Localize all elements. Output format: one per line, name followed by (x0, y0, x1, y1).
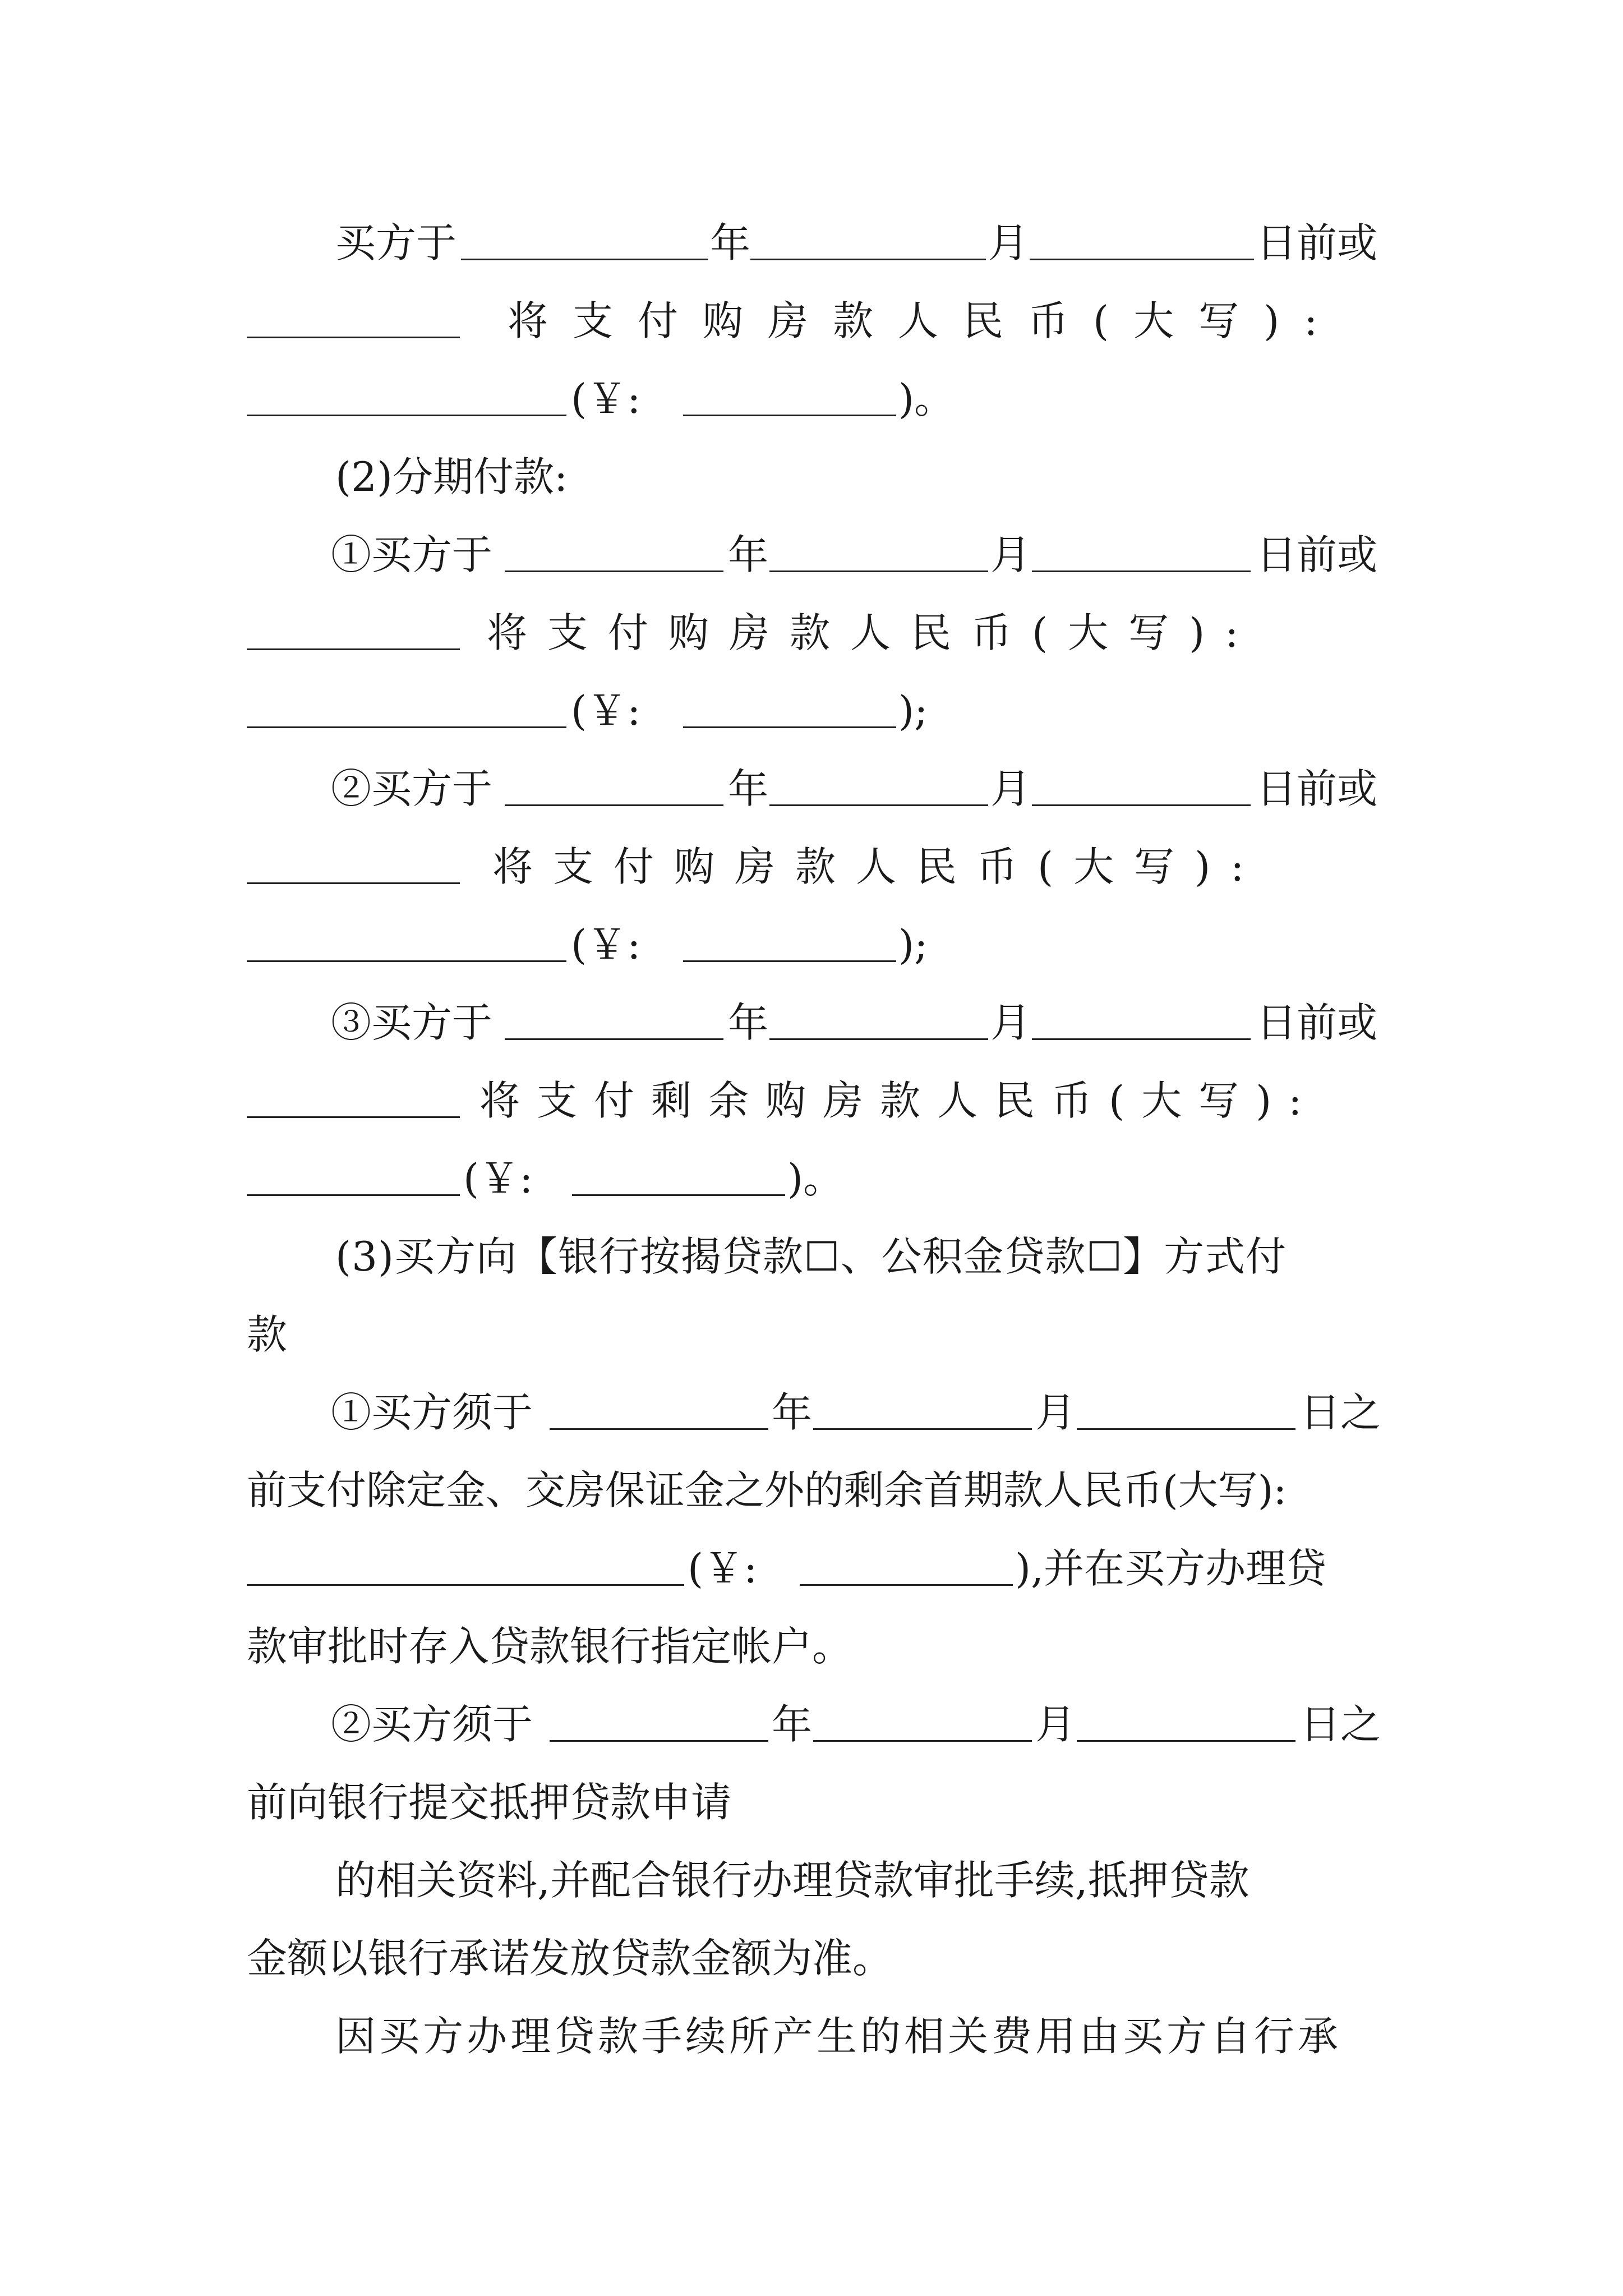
amount-words-blank[interactable] (247, 1584, 684, 1586)
text-down-payment: 前支付除定金、交房保证金之外的剩余首期款人民币(大写): (247, 1467, 1287, 1513)
year-blank[interactable] (505, 570, 723, 572)
text-yuan-open: (￥: (463, 1155, 533, 1202)
year-blank[interactable] (505, 804, 723, 806)
text-day-before: 日前或 (1256, 219, 1378, 266)
amount-figure-blank[interactable] (800, 1584, 1013, 1586)
month-blank[interactable] (813, 1428, 1032, 1430)
year-blank[interactable] (505, 1038, 723, 1040)
text-day-prior: 日之 (1300, 1701, 1381, 1748)
text-month: 月 (990, 765, 1031, 812)
text-year: 年 (728, 999, 769, 1046)
text-close-deposit: ),并在买方办理贷 (1015, 1545, 1326, 1592)
day-blank[interactable] (1032, 570, 1251, 572)
amount-words-blank[interactable] (247, 960, 566, 962)
text-month: 月 (988, 219, 1029, 266)
text-day-before: 日前或 (1256, 765, 1378, 812)
day-blank[interactable] (1032, 1038, 1251, 1040)
text-month: 月 (990, 531, 1031, 578)
text-loan-item-1: ①买方须于 (331, 1389, 533, 1436)
text-materials: 的相关资料,并配合银行办理贷款审批手续,抵押贷款 (335, 1857, 1249, 1904)
month-blank[interactable] (813, 1740, 1032, 1742)
text-pay-remaining: 将支付剩余购房款人民币(大写): (479, 1077, 1319, 1124)
condition-blank[interactable] (247, 648, 460, 650)
amount-words-blank[interactable] (247, 726, 566, 728)
text-year: 年 (710, 219, 751, 266)
text-year: 年 (772, 1389, 813, 1436)
month-blank[interactable] (769, 804, 988, 806)
text-year: 年 (772, 1701, 813, 1748)
amount-words-blank[interactable] (247, 1194, 460, 1196)
condition-blank[interactable] (247, 1116, 460, 1118)
text-deposit-account: 款审批时存入贷款银行指定帐户。 (247, 1623, 853, 1670)
text-pay-amount: 将支付购房款人民币(大写): (492, 843, 1265, 890)
text-item-2: ②买方于 (331, 765, 493, 812)
text-month: 月 (1035, 1701, 1076, 1748)
text-close: )。 (787, 1155, 844, 1202)
text-loan-method: (3)买方向【银行按揭贷款☐、公积金贷款☐】方式付 (335, 1233, 1287, 1280)
amount-figure-blank[interactable] (683, 415, 896, 416)
text-item-3: ③买方于 (331, 999, 493, 1046)
text-loan-amount: 金额以银行承诺发放贷款金额为准。 (247, 1935, 893, 1982)
day-blank[interactable] (1077, 1428, 1295, 1430)
text-close: ); (898, 687, 928, 734)
condition-blank[interactable] (247, 337, 460, 338)
amount-figure-blank[interactable] (683, 726, 896, 728)
text-month: 月 (990, 999, 1031, 1046)
year-blank[interactable] (550, 1428, 768, 1430)
text-yuan-open: (￥: (688, 1545, 758, 1592)
text-day-prior: 日之 (1300, 1389, 1381, 1436)
text-pay-amount: 将支付购房款人民币(大写): (508, 297, 1343, 344)
text-close: )。 (898, 375, 955, 422)
text-month: 月 (1035, 1389, 1076, 1436)
amount-words-blank[interactable] (247, 415, 566, 416)
text-loan-item-2: ②买方须于 (331, 1701, 533, 1748)
day-blank[interactable] (1077, 1740, 1295, 1742)
text-submit-application: 前向银行提交抵押贷款申请 (247, 1779, 732, 1826)
text-day-before: 日前或 (1256, 531, 1378, 578)
text-item-1: ①买方于 (331, 531, 493, 578)
amount-figure-blank[interactable] (683, 960, 896, 962)
day-blank[interactable] (1032, 804, 1251, 806)
condition-blank[interactable] (247, 882, 460, 884)
year-blank[interactable] (550, 1740, 768, 1742)
amount-figure-blank[interactable] (572, 1194, 785, 1196)
text-yuan-open: (￥: (571, 687, 641, 734)
text-buyer: 买方于 (335, 219, 457, 266)
text-yuan-open: (￥: (571, 921, 641, 968)
text-pay-amount: 将支付购房款人民币(大写): (487, 609, 1259, 656)
text-day-before: 日前或 (1256, 999, 1378, 1046)
day-blank[interactable] (1030, 259, 1254, 260)
text-yuan-open: (￥: (571, 375, 641, 422)
text-year: 年 (728, 765, 769, 812)
text-year: 年 (728, 531, 769, 578)
text-kuan: 款 (247, 1311, 288, 1358)
text-fees: 因买方办理贷款手续所产生的相关费用由买方自行承 (335, 2013, 1342, 2060)
year-blank[interactable] (461, 259, 708, 260)
month-blank[interactable] (769, 570, 988, 572)
text-close: ); (898, 921, 928, 968)
month-blank[interactable] (769, 1038, 988, 1040)
text-installment: (2)分期付款: (335, 453, 568, 500)
month-blank[interactable] (750, 259, 986, 260)
